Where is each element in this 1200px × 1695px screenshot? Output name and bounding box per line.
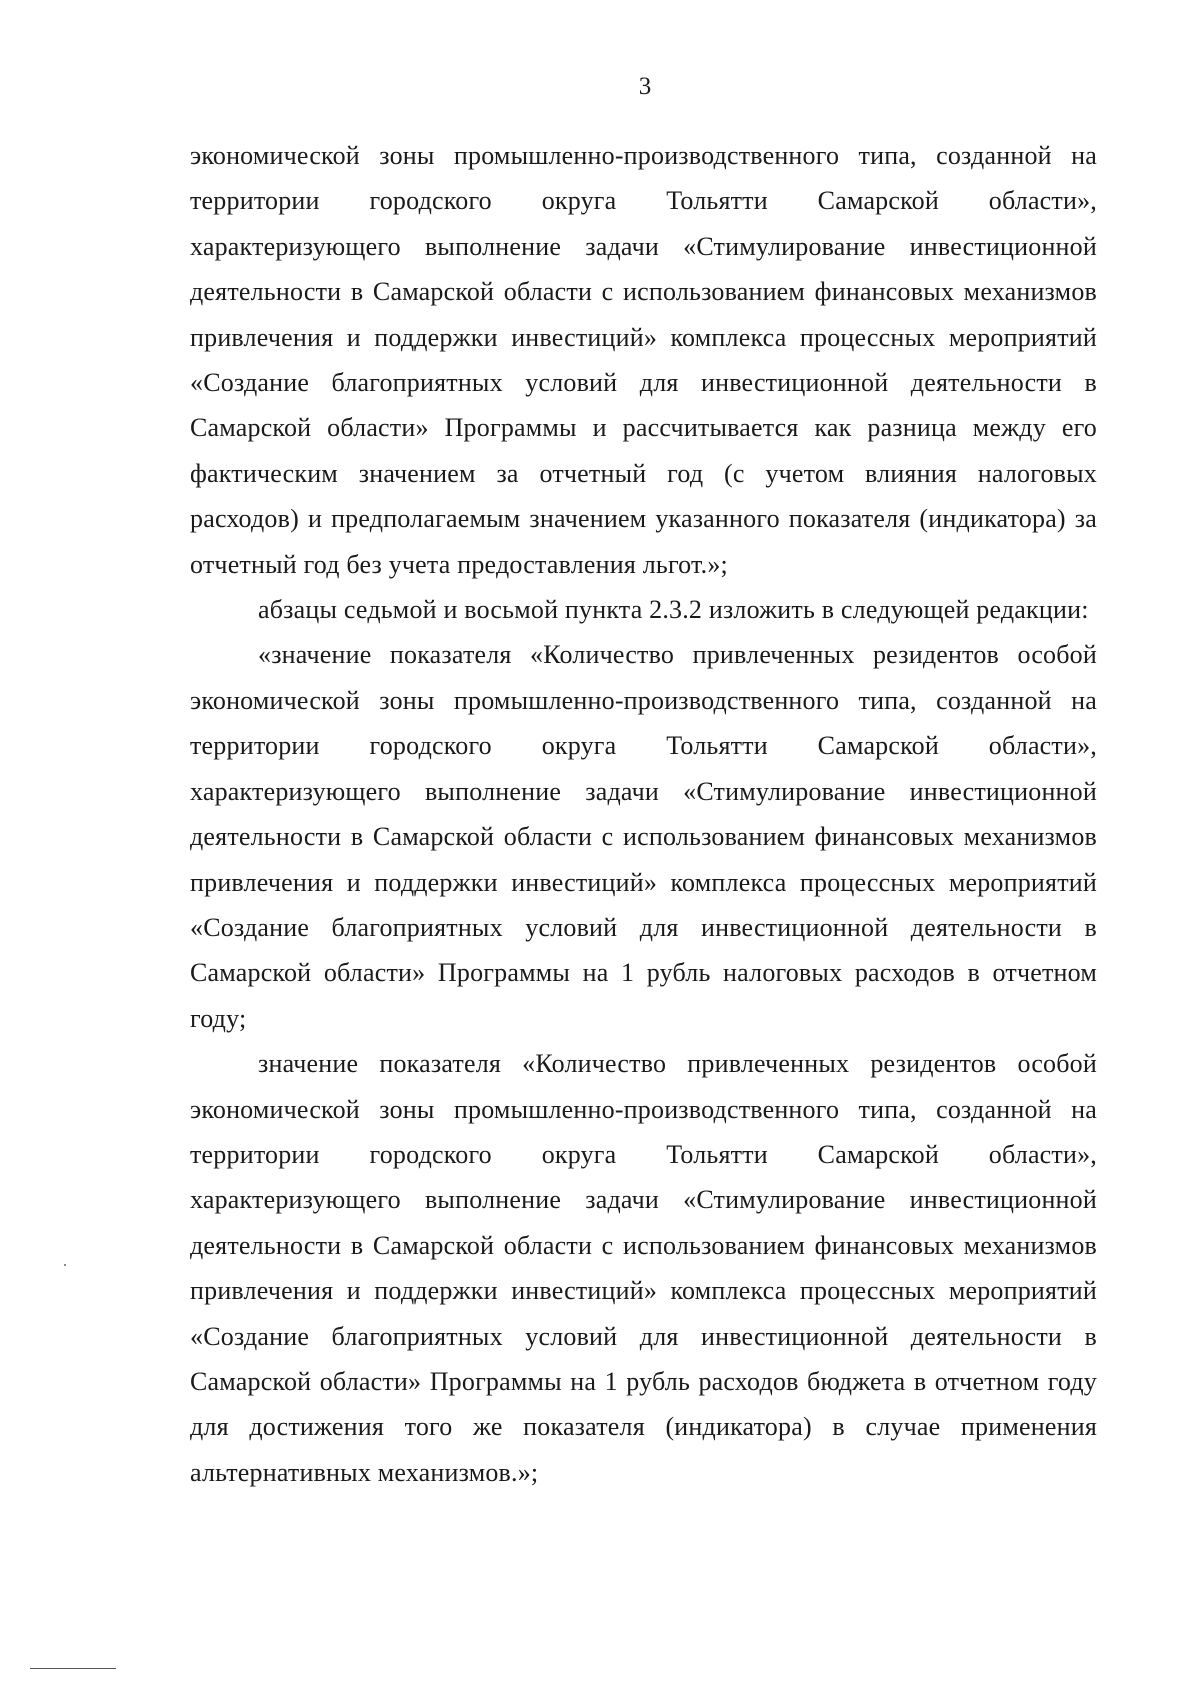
paragraph-amendment-instruction: абзацы седьмой и восьмой пункта 2.3.2 изложить в следующей редакции: <box>258 595 1089 625</box>
page-number: 3 <box>638 73 652 100</box>
paragraph-continuation: экономической зоны промышленно-производственного типа, созданной на территории городского округа Тольятти Самарской области», характеризующего выполнение задачи «Стимулирование инвестиционной деятельности в Самарской области с использованием финансовых механизмов привлечения и поддержки инвестиций» комплекса процессных мероприятий «Создание благоприятных условий для инвестиционной деятельности в Самарской области» Программы и рассчитывается как разница между его фактическим значением за отчетный год (с учетом влияния налоговых расходов) и предполагаемым значением указанного показателя (индикатора) за отчетный год без учета предоставления льгот.»; <box>190 141 1097 579</box>
footer-rule <box>30 1668 116 1669</box>
scan-speck <box>64 1264 66 1266</box>
paragraph-budget-expenses-indicator: значение показателя «Количество привлеченных резидентов особой экономической зоны промышленно-производственного типа, созданной на территории городского округа Тольятти Самарской области», характеризующего выполнение задачи «Стимулирование инвестиционной деятельности в Самарской области с использованием финансовых механизмов привлечения и поддержки инвестиций» комплекса процессных мероприятий «Создание благоприятных условий для инвестиционной деятельности в Самарской области» Программы на 1 рубль расходов бюджета в отчетном году для достижения того же показателя (индикатора) в случае применения альтернативных механизмов.»; <box>190 1049 1097 1487</box>
paragraph-tax-expenses-indicator: «значение показателя «Количество привлеченных резидентов особой экономической зоны промышленно-производственного типа, созданной на территории городского округа Тольятти Самарской области», характеризующего выполнение задачи «Стимулирование инвестиционной деятельности в Самарской области с использованием финансовых механизмов привлечения и поддержки инвестиций» комплекса процессных мероприятий «Создание благоприятных условий для инвестиционной деятельности в Самарской области» Программы на 1 рубль налоговых расходов в отчетном году; <box>190 640 1097 1033</box>
document-body <box>190 133 1097 1495</box>
